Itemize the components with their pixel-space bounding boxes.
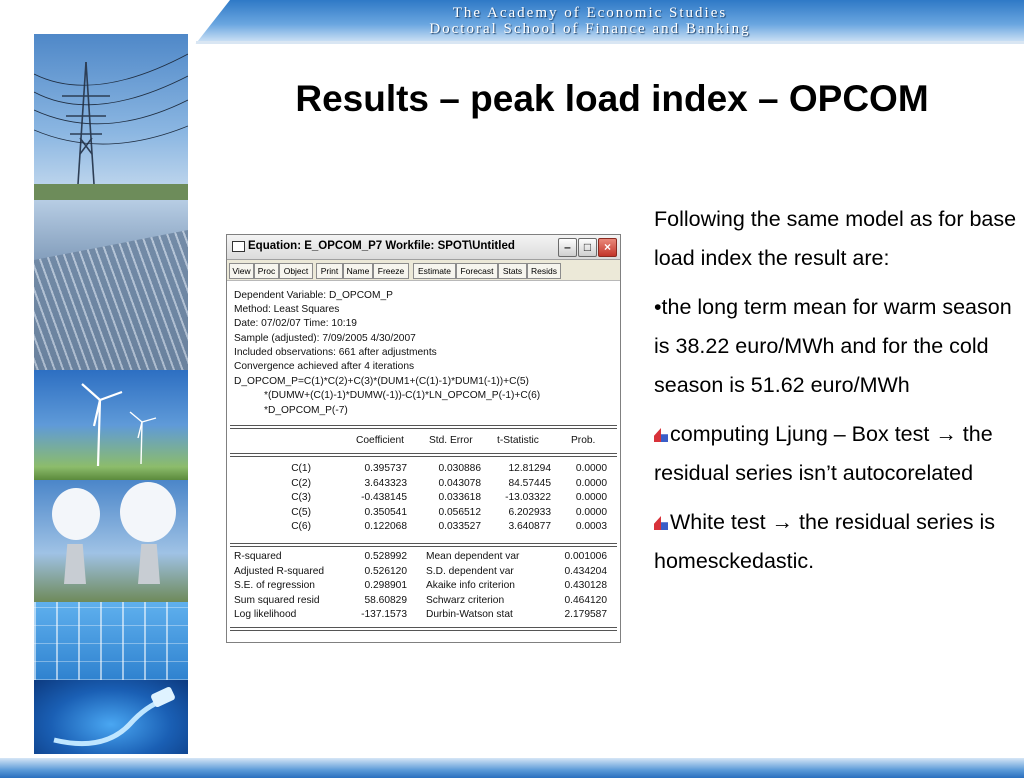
stat-value: 0.434204 — [564, 565, 607, 577]
stderr-value: 0.033618 — [438, 492, 481, 503]
toolbar-button-freeze[interactable]: Freeze — [373, 263, 409, 279]
output-line: *D_OPCOM_P(-7) — [264, 405, 348, 416]
table-divider — [230, 627, 617, 631]
power-lines-image — [34, 34, 188, 200]
stat-value: 0.526120 — [364, 565, 407, 577]
stat-label: Sum squared resid — [234, 594, 320, 606]
stderr-value: 0.043078 — [438, 477, 481, 489]
output-line: Included observations: 661 after adjustments — [234, 347, 437, 358]
cooling-towers-image — [34, 480, 188, 602]
output-line: Date: 07/02/07 Time: 10:19 — [234, 318, 357, 329]
output-line: D_OPCOM_P=C(1)*C(2)+C(3)*(DUM1+(C(1)-1)*DUM1(-1))+C(5) — [234, 376, 529, 387]
stat-label: S.E. of regression — [234, 580, 315, 591]
window-title: Equation: E_OPCOM_P7 Workfile: SPOT\Untitled — [248, 240, 515, 252]
coef-header: Coefficient — [356, 435, 404, 446]
stat-label: Adjusted R-squared — [234, 565, 325, 577]
tstat-value: 84.57445 — [508, 477, 551, 489]
tstat-value: 6.202933 — [508, 506, 551, 518]
toolbar-button-resids[interactable]: Resids — [527, 263, 561, 279]
stat-value: 0.001006 — [564, 551, 607, 562]
coef-name: C(1) — [291, 463, 311, 474]
toolbar-button-stats[interactable]: Stats — [498, 263, 527, 279]
prob-value: 0.0000 — [575, 492, 607, 503]
close-button[interactable]: × — [598, 238, 617, 257]
output-line: Sample (adjusted): 7/09/2005 4/30/2007 — [234, 333, 416, 344]
prob-value: 0.0000 — [575, 477, 607, 489]
coef-name: C(6) — [291, 521, 311, 532]
stderr-value: 0.030886 — [438, 463, 481, 474]
stat-label: R-squared — [234, 551, 282, 562]
output-line: Dependent Variable: D_OPCOM_P — [234, 290, 393, 301]
coef-name: C(5) — [291, 506, 311, 518]
output-line: *(DUMW+(C(1)-1)*DUMW(-1))-C(1)*LN_OPCOM_P(-1)+C(6) — [264, 390, 541, 401]
stat-value: -137.1573 — [361, 609, 407, 620]
prob-value: 0.0000 — [575, 463, 607, 474]
footer-bar — [0, 758, 1024, 778]
stderr-header: Std. Error — [429, 435, 473, 446]
stat-label: Durbin-Watson stat — [426, 609, 513, 620]
bullet-arrow-icon — [654, 428, 668, 442]
table-divider — [230, 425, 617, 429]
stat-value: 0.464120 — [564, 594, 607, 606]
stat-value: 0.298901 — [364, 580, 407, 591]
slide-body — [654, 200, 1020, 591]
window-icon — [232, 241, 245, 252]
tstat-value: 3.640877 — [508, 521, 551, 532]
stat-label: Log likelihood — [234, 609, 297, 620]
window-toolbar — [227, 260, 620, 281]
paragraph-long-term-mean: •the long term mean for warm season is 38.22 euro/MWh and for the cold season is 51.62 euro/MWh — [654, 295, 1012, 397]
toolbar-button-print[interactable]: Print — [316, 263, 343, 279]
coef-value: -0.438145 — [361, 492, 407, 503]
header-line-2: Doctoral School of Finance and Banking — [429, 21, 751, 37]
blueprint-image — [34, 602, 188, 680]
stat-value: 2.179587 — [564, 609, 607, 620]
toolbar-button-estimate[interactable]: Estimate — [413, 263, 456, 279]
equation-window — [226, 234, 621, 643]
stat-label: Akaike info criterion — [426, 580, 515, 591]
toolbar-button-forecast[interactable]: Forecast — [456, 263, 498, 279]
stat-label: Schwarz criterion — [426, 594, 505, 606]
coef-value: 0.350541 — [364, 506, 407, 518]
stat-value: 58.60829 — [364, 594, 407, 606]
bullet-arrow-icon — [654, 516, 668, 530]
prob-value: 0.0003 — [575, 521, 607, 532]
solar-panels-image — [34, 200, 188, 370]
prob-value: 0.0000 — [575, 506, 607, 518]
power-plug-image — [34, 680, 188, 754]
header-line-1: The Academy of Economic Studies — [452, 5, 728, 21]
coef-value: 0.395737 — [364, 463, 407, 474]
stderr-value: 0.033527 — [438, 521, 481, 532]
minimize-button[interactable]: – — [558, 238, 577, 257]
tstat-value: -13.03322 — [505, 492, 551, 503]
banner-divider — [196, 41, 1024, 44]
stat-label: Mean dependent var — [426, 551, 520, 562]
toolbar-button-proc[interactable]: Proc — [254, 263, 279, 279]
tstat-value: 12.81294 — [508, 463, 551, 474]
table-divider — [230, 453, 617, 457]
output-line: Method: Least Squares — [234, 304, 340, 315]
white-test-text: White test → the residual series is homesckedastic. — [654, 510, 996, 573]
image-strip — [34, 34, 188, 754]
stat-value: 0.430128 — [564, 580, 607, 591]
coef-name: C(2) — [291, 477, 311, 489]
paragraph-white-test — [654, 503, 1020, 581]
estimation-output — [227, 281, 620, 642]
coef-value: 3.643323 — [364, 477, 407, 489]
toolbar-button-view[interactable]: View — [229, 263, 254, 279]
output-line: Convergence achieved after 4 iterations — [234, 361, 415, 372]
table-divider — [230, 543, 617, 547]
stat-label: S.D. dependent var — [426, 565, 514, 577]
stat-value: 0.528992 — [364, 551, 407, 562]
paragraph-intro: Following the same model as for base load index the result are: — [654, 207, 1017, 270]
coef-name: C(3) — [291, 492, 311, 503]
window-titlebar[interactable] — [227, 235, 620, 260]
tstat-header: t-Statistic — [497, 435, 539, 446]
toolbar-button-object[interactable]: Object — [279, 263, 313, 279]
coef-value: 0.122068 — [364, 521, 407, 532]
prob-header: Prob. — [571, 435, 596, 446]
slide-title: Results – peak load index – OPCOM — [295, 78, 929, 119]
stderr-value: 0.056512 — [438, 506, 481, 518]
paragraph-ljung-box — [654, 415, 1020, 493]
ljung-box-text: computing Ljung – Box test → the residual series isn’t autocorelated — [654, 422, 993, 485]
maximize-button[interactable]: □ — [578, 238, 597, 257]
toolbar-button-name[interactable]: Name — [343, 263, 373, 279]
wind-turbines-image — [34, 370, 188, 480]
